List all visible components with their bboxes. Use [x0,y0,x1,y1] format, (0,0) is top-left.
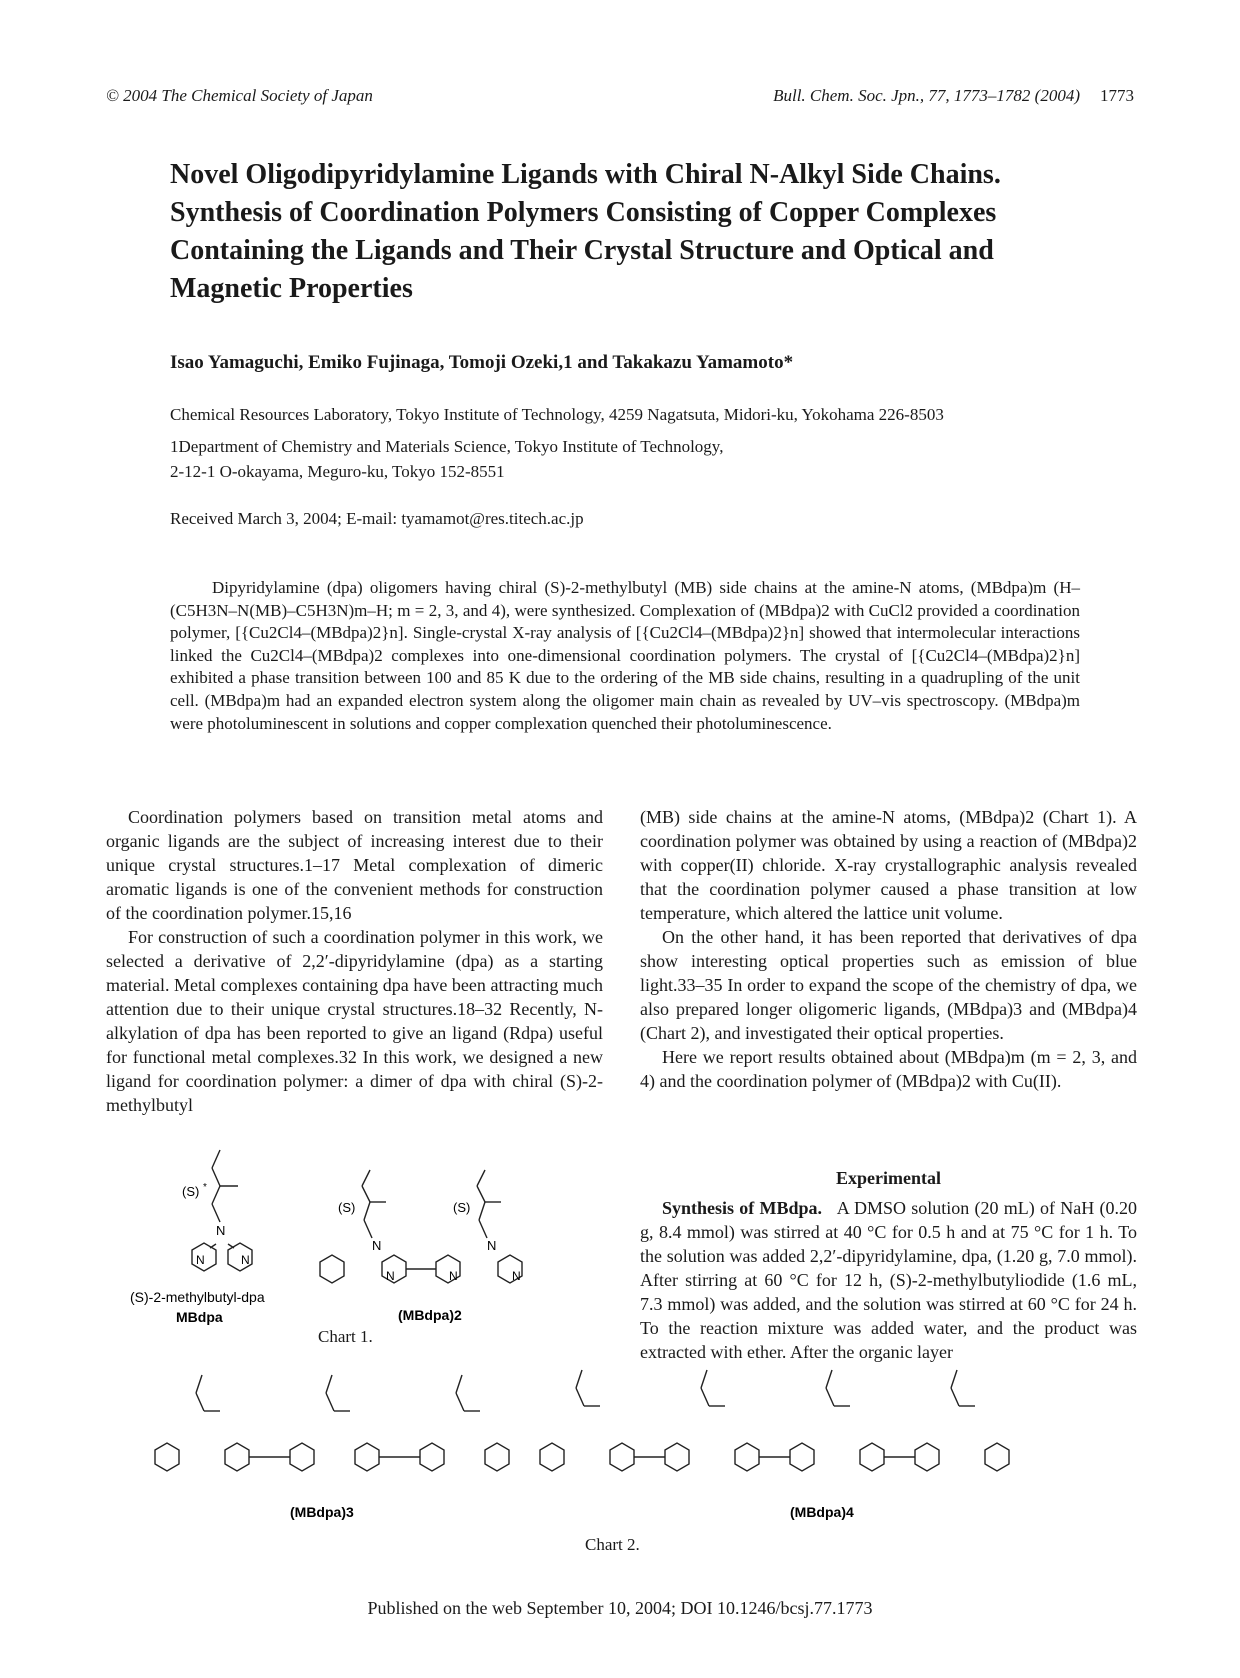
paragraph: Here we report results obtained about (MBdpa)m (m = 2, 3, and 4) and the coordination polymer of (MBdpa)2 with Cu(II). [640,1047,1137,1091]
journal-citation [773,86,1134,106]
affiliation-2-line1: 1Department of Chemistry and Materials Science, Tokyo Institute of Technology, [170,437,724,456]
stereo-label: (S) [182,1184,200,1199]
subsection-heading: Synthesis of MBdpa. [662,1198,823,1218]
left-column [106,805,603,1117]
affiliation-2-line2: 2-12-1 O-okayama, Meguro-ku, Tokyo 152-8551 [170,462,505,481]
affiliation-1: Chemical Resources Laboratory, Tokyo Institute of Technology, 4259 Nagatsuta, Midori-ku, Yokohama 226-8503 [170,405,944,424]
section-heading: Experimental [836,1168,941,1188]
chiral-star: * [203,1182,207,1193]
abstract: Dipyridylamine (dpa) oligomers having chiral (S)-2-methylbutyl (MB) side chains at the amine-N atoms, (MBdpa)m (H–(C5H3N–N(MB)–C5H3N)m–H; m = 2, 3, and 4), were synthesized. Complexation of (MBdpa)2 with CuCl2 provided a coordination polymer, [{Cu2Cl4–(MBdpa)2}n]. Single-crystal X-ray analysis of [{Cu2Cl4–(MBdpa)2}n] showed that intermolecular interactions linked the Cu2Cl4–(MBdpa)2 complexes into one-dimensional coordination polymers. The crystal of [{Cu2Cl4–(MBdpa)2}n] exhibited a phase transition between 100 and 85 K due to the ordering of the MB side chains, resulting in a quadrupling of the unit cell. (MBdpa)m had an expanded electron system along the oligomer main chain as revealed by UV–vis spectroscopy. (MBdpa)m were photoluminescent in solutions and copper complexation quenched their photoluminescence. [170,578,1080,733]
pyridine-n: N [386,1269,395,1283]
pyridine-n: N [449,1269,458,1283]
stereo-label: (S) [338,1200,356,1215]
mbdpa4-structure [540,1370,1009,1471]
mbdpa2-structure [320,1170,522,1283]
paragraph-text: A DMSO solution (20 mL) of NaH (0.20 g, 8.4 mmol) was stirred at 40 °C for 0.5 h and at 75 °C for 1 h. To the solution was added 2,2′-dipyridylamine, dpa, (1.20 g, 7.0 mmol). After stirring at 60 °C for 12 h, (S)-2-methylbutyliodide (1.6 mL, 7.3 mmol) was added, and the solution was stirred at 60 °C for 24 h. To the reaction mixture was added water, and the product was extracted with ether. After the organic layer [640,1198,1137,1362]
mbdpa-label: MBdpa [176,1309,223,1325]
amine-n: N [372,1238,382,1253]
amine-n: N [487,1238,497,1253]
pyridine-n: N [196,1253,205,1267]
article-title: Novel Oligodipyridylamine Ligands with Chiral N-Alkyl Side Chains. Synthesis of Coordination Polymers Consisting of Copper Complexes Containing the Ligands and Their Crystal Structure and Optical and Magnetic Properties [170,159,1001,304]
chart-2-caption: Chart 2. [585,1535,640,1554]
received-line: Received March 3, 2004; E-mail: tyamamot@res.titech.ac.jp [170,509,584,528]
mbdpa2-label: (MBdpa)2 [398,1307,462,1323]
journal-copyright: © 2004 The Chemical Society of Japan [106,86,373,105]
chart-1-caption: Chart 1. [318,1327,373,1346]
paragraph: Coordination polymers based on transition metal atoms and organic ligands are the subject of increasing interest due to their unique crystal structures.1–17 Metal complexation of dimeric aromatic ligands is one of the convenient methods for construction of the coordination polymer.15,16 [106,807,603,923]
stereo-label: (S) [453,1200,471,1215]
experimental-section [640,1166,1137,1364]
mbdpa4-label: (MBdpa)4 [790,1504,854,1520]
mbdpa3-structure [155,1375,509,1471]
right-column [640,805,1137,1093]
paragraph: (MB) side chains at the amine-N atoms, (MBdpa)2 (Chart 1). A coordination polymer was obtained by using a reaction of (MBdpa)2 with copper(II) chloride. X-ray crystallographic analysis revealed that the coordination polymer caused a phase transition at low temperature, which altered the lattice unit volume. [640,807,1137,923]
paragraph: For construction of such a coordination polymer in this work, we selected a derivative of 2,2′-dipyridylamine (dpa) as a starting material. Metal complexes containing dpa have been attracting much attention due to their unique crystal structures.18–32 Recently, N-alkylation of dpa has been reported to give an ligand (Rdpa) useful for functional metal complexes.32 In this work, we designed a new ligand for coordination polymer: a dimer of dpa with chiral (S)-2-methylbutyl [106,927,603,1115]
mbdpa3-label: (MBdpa)3 [290,1504,354,1520]
citation-text: Bull. Chem. Soc. Jpn., 77, 1773–1782 (2004) [773,86,1080,105]
paragraph [640,1196,1137,1364]
page-number: 1773 [1100,86,1134,105]
pyridine-n: N [241,1253,250,1267]
publication-footer: Published on the web September 10, 2004; DOI 10.1246/bcsj.77.1773 [367,1598,873,1618]
pyridine-n: N [512,1269,521,1283]
author-list: Isao Yamaguchi, Emiko Fujinaga, Tomoji Ozeki,1 and Takakazu Yamamoto* [170,352,794,373]
amine-n: N [216,1223,226,1238]
paragraph: On the other hand, it has been reported that derivatives of dpa show interesting optical properties such as emission of blue light.33–35 In order to expand the scope of the chemistry of dpa, we also prepared longer oligomeric ligands, (MBdpa)3 and (MBdpa)4 (Chart 2), and investigated their optical properties. [640,927,1137,1043]
mbdpa-name: (S)-2-methylbutyl-dpa [130,1289,265,1305]
chart-2-figure [150,1365,1100,1530]
mbdpa-structure [182,1150,252,1271]
